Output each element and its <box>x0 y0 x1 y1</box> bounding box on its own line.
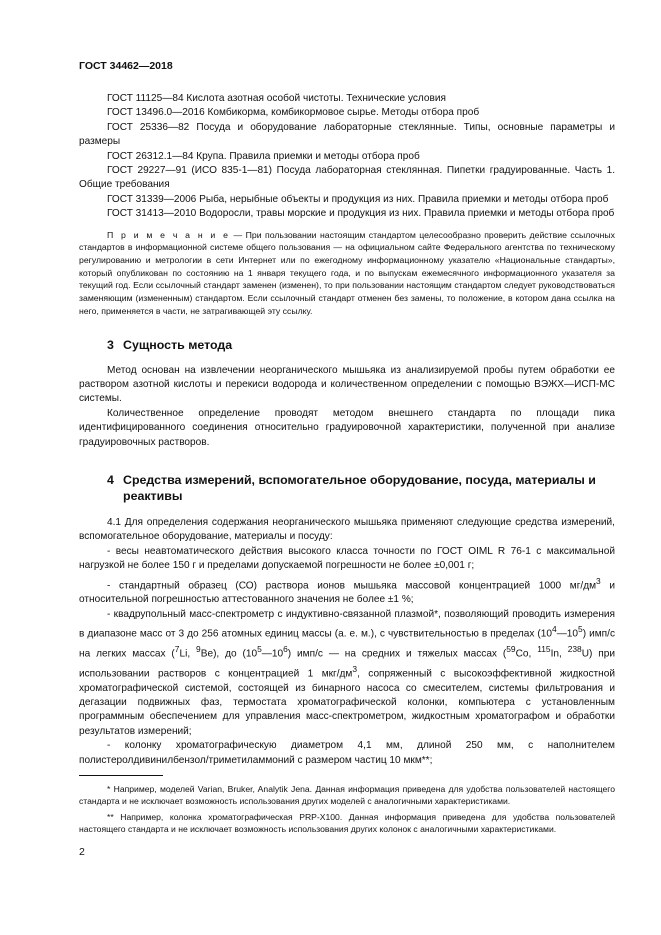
superscript: 115 <box>537 643 551 654</box>
reference-item: ГОСТ 25336—82 Посуда и оборудование лабораторные стеклянные. Типы, основные параметры и размеры <box>79 121 615 148</box>
document-header: ГОСТ 34462—2018 <box>79 60 173 72</box>
superscript: 5 <box>257 643 262 654</box>
references-list <box>79 92 615 222</box>
text-run: и относительной погрешностью аттестованного значения не более ±1 %; <box>79 580 615 606</box>
clause-4-1-intro: 4.1 Для определения содержания неорганического мышьяка применяют следующие средства измерений, вспомогательное оборудование, материалы и посуду: <box>79 517 615 543</box>
section-number: 3 <box>107 337 114 352</box>
section-title: Сущность метода <box>123 337 233 352</box>
section-title: Средства измерений, вспомогательное оборудование, посуда, материалы и реактивы <box>123 473 596 504</box>
reference-item: ГОСТ 29227—91 (ИСО 835-1—81) Посуда лабораторная стеклянная. Пипетки градуированные. Часть 1. Общие требования <box>79 165 615 191</box>
section-3-paragraph: Метод основан на извлечении неорганического мышьяка из анализируемой пробы путем обработки ее раствором азотной кислоты и перекиси водорода и количественном определении с помощью ВЭЖХ—ИСП-МС системы. <box>79 364 615 405</box>
reference-item: ГОСТ 26312.1—84 Крупа. Правила приемки и методы отбора проб <box>107 150 420 162</box>
section-number: 4 <box>107 473 114 488</box>
note-text: — При пользовании настоящим стандартом целесообразно проверить действие ссылочных стандартов в информационной системе общего пользования — на официальном сайте Федерального агентства по техническому регулированию и метрологии в сети Интернет или по ежегодному информационному указателю «Национальные стандарты», который опубликован по состоянию на 1 января текущего года, и по выпускам ежемесячного информационного указателя за текущий год. Если ссылочный стандарт заменен (изменен), то при пользовании настоящим стандартом следует руководствоваться заменяющим (измененным) стандартом. Если ссылочный стандарт отменен без замены, то положение, в котором дана ссылка на него, применяется в части, не затрагивающей эту ссылку. <box>79 229 615 316</box>
text-run: , сопряженный с высокоэффективной жидкостной хроматографической системой, состоящей из бинарного насоса со смесителем, системы фильтрования и дегазации подвижных фаз, термостата хроматографической колонки, компьютера с установленным программным обеспечением для управления масс-спектрометром, жидкостным хроматографом и обработки результатов измерений; <box>79 668 615 737</box>
reference-item: ГОСТ 31339—2006 Рыба, нерыбные объекты и продукция из них. Правила приемки и методы отбора проб <box>107 193 609 205</box>
footnote-divider <box>79 775 163 776</box>
reference-item: ГОСТ 31413—2010 Водоросли, травы морские и продукция из них. Правила приемки и методы отбора проб <box>107 208 615 220</box>
text-run: Be), до (10 <box>200 648 258 660</box>
equipment-item-column: - колонку хроматографическую диаметром 4,1 мм, длиной 250 мм, с наполнителем полистеролдивинилбензол/триметиламмоний с размером частиц 10 мкм**; <box>79 740 615 766</box>
superscript: 59 <box>506 643 516 654</box>
superscript: 3 <box>352 663 358 674</box>
equipment-item-scales: - весы неавтоматического действия высокого класса точности по ГОСТ OIML R 76-1 с максимальной нагрузкой не более 150 г и пределами допускаемой погрешности не более ±0,001 г; <box>79 545 615 572</box>
superscript: 4 <box>552 624 557 635</box>
superscript: 9 <box>196 643 201 654</box>
note-paragraph <box>79 229 615 318</box>
text-run: - стандартный образец (СО) раствора ионов мышьяка массовой концентрацией 1000 мг/дм <box>107 580 597 591</box>
page-content <box>79 92 615 840</box>
superscript: 5 <box>578 624 583 635</box>
text-run: —10 <box>556 628 579 640</box>
reference-item: ГОСТ 11125—84 Кислота азотная особой чистоты. Технические условия <box>107 93 447 104</box>
text-run: ) имп/с на легких массах ( <box>79 628 615 660</box>
section-3-heading <box>79 337 615 353</box>
reference-item: ГОСТ 13496.0—2016 Комбикорма, комбикормовое сырье. Методы отбора проб <box>107 107 480 119</box>
section-4-heading <box>79 472 615 504</box>
text-run: ) имп/с — на средних и тяжелых массах ( <box>287 648 507 660</box>
superscript: 3 <box>596 575 601 586</box>
text-run: Co, <box>515 648 538 660</box>
superscript: 6 <box>283 643 288 654</box>
page-number: 2 <box>79 846 85 858</box>
footnote: * Например, моделей Varian, Bruker, Analytik Jena. Данная информация приведена для удобства пользователей настоящего стандарта и не исключает возможность использования других моделей с аналогичными характеристиками. <box>79 783 615 806</box>
equipment-item-mass-spectrometer <box>79 608 615 739</box>
text-run: Li, <box>179 648 197 660</box>
text-run: In, <box>550 648 568 660</box>
section-3-paragraph: Количественное определение проводят методом внешнего стандарта по площади пика идентифицированного соединения относительно градуировочной характеристики, полученной при анализе градуировочных растворов. <box>79 407 615 448</box>
text-run: —10 <box>261 648 284 660</box>
footnote: ** Например, колонка хроматографическая PRP-X100. Данная информация приведена для удобства пользователей настоящего стандарта и не исключает возможность использования других колонок с аналогичными характеристиками. <box>79 812 615 834</box>
note-label: П р и м е ч а н и е <box>107 229 231 240</box>
text-run: - квадрупольный масс-спектрометр с индуктивно-связанной плазмой*, позволяющий проводить измерения в диапазоне масс от 3 до 256 атомных единиц массы (а. е. м.), с чувствительностью в пределах (10 <box>79 608 615 640</box>
equipment-item-reference-material <box>79 574 615 608</box>
text-run: U) при использовании растворов с концентрацией 1 мкг/дм <box>79 648 615 680</box>
superscript: 7 <box>174 643 180 654</box>
superscript: 238 <box>567 643 582 654</box>
